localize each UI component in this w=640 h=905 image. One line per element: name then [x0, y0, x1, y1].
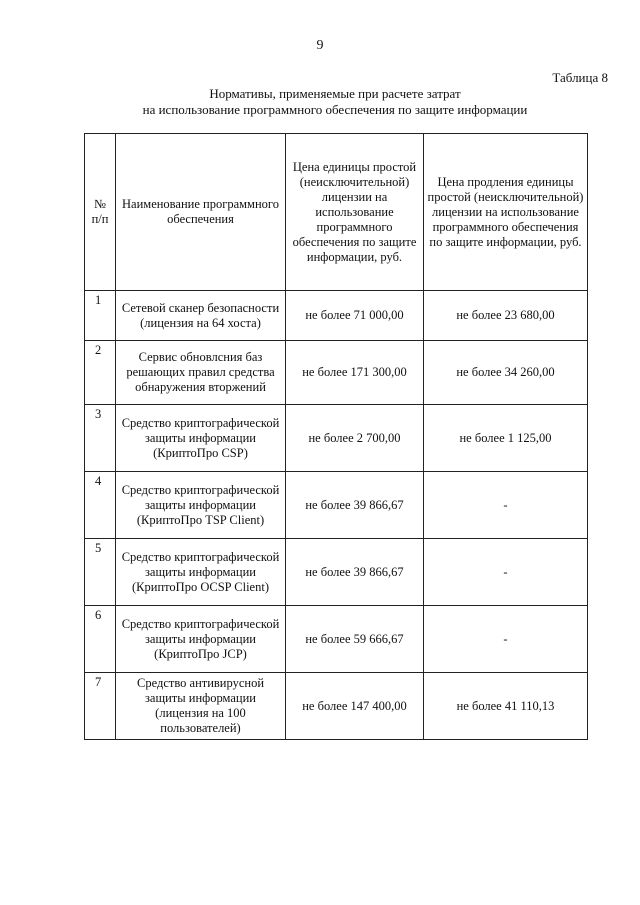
row-price: не более 39 866,67: [286, 472, 424, 539]
row-num: 5: [85, 539, 116, 606]
header-num: № п/п: [85, 134, 116, 291]
caption-line-1: Нормативы, применяемые при расчете затрат: [209, 86, 461, 101]
row-num: 7: [85, 673, 116, 740]
row-price: не более 2 700,00: [286, 405, 424, 472]
table-caption: [0, 86, 640, 118]
row-num: 3: [85, 405, 116, 472]
table-row: [85, 405, 588, 472]
row-name: Средство криптографической защиты информации (КриптоПро CSP): [116, 405, 286, 472]
caption-line-2: на использование программного обеспечения по защите информации: [142, 102, 528, 117]
table-row: [85, 673, 588, 740]
row-name: Средство криптографической защиты информации (КриптоПро OCSP Client): [116, 539, 286, 606]
table-header-row: [85, 134, 588, 291]
row-renewal: не более 41 110,13: [424, 673, 588, 740]
row-price: не более 39 866,67: [286, 539, 424, 606]
table-row: [85, 606, 588, 673]
row-renewal: -: [424, 539, 588, 606]
row-renewal: не более 1 125,00: [424, 405, 588, 472]
table-label: Таблица 8: [552, 70, 608, 85]
table-row: [85, 291, 588, 341]
table-row: [85, 472, 588, 539]
header-name: Наименование программного обеспечения: [116, 134, 286, 291]
row-renewal: -: [424, 606, 588, 673]
software-norms-table: [84, 133, 588, 740]
row-price: не более 71 000,00: [286, 291, 424, 341]
row-name: Средство криптографической защиты информации (КриптоПро JCP): [116, 606, 286, 673]
row-num: 4: [85, 472, 116, 539]
row-renewal: -: [424, 472, 588, 539]
table-row: [85, 341, 588, 405]
row-num: 6: [85, 606, 116, 673]
row-name: Сетевой сканер безопасности (лицензия на 64 хоста): [116, 291, 286, 341]
row-renewal: не более 34 260,00: [424, 341, 588, 405]
row-num: 1: [85, 291, 116, 341]
row-price: не более 147 400,00: [286, 673, 424, 740]
row-name: Сервис обновлсния баз решающих правил средства обнаружения вторжений: [116, 341, 286, 405]
row-name: Средство криптографической защиты информации (КриптоПро TSP Client): [116, 472, 286, 539]
row-price: не более 171 300,00: [286, 341, 424, 405]
page-number: 9: [316, 38, 324, 53]
header-renewal: Цена продления единицы простой (неисключительной) лицензии на использование программного обеспечения по защите информации, руб.: [424, 134, 588, 291]
row-price: не более 59 666,67: [286, 606, 424, 673]
header-price: Цена единицы простой (неисключительной) лицензии на использование программного обеспечения по защите информации, руб.: [286, 134, 424, 291]
row-renewal: не более 23 680,00: [424, 291, 588, 341]
row-num: 2: [85, 341, 116, 405]
table-row: [85, 539, 588, 606]
row-name: Средство антивирусной защиты информации (лицензия на 100 пользователей): [116, 673, 286, 740]
